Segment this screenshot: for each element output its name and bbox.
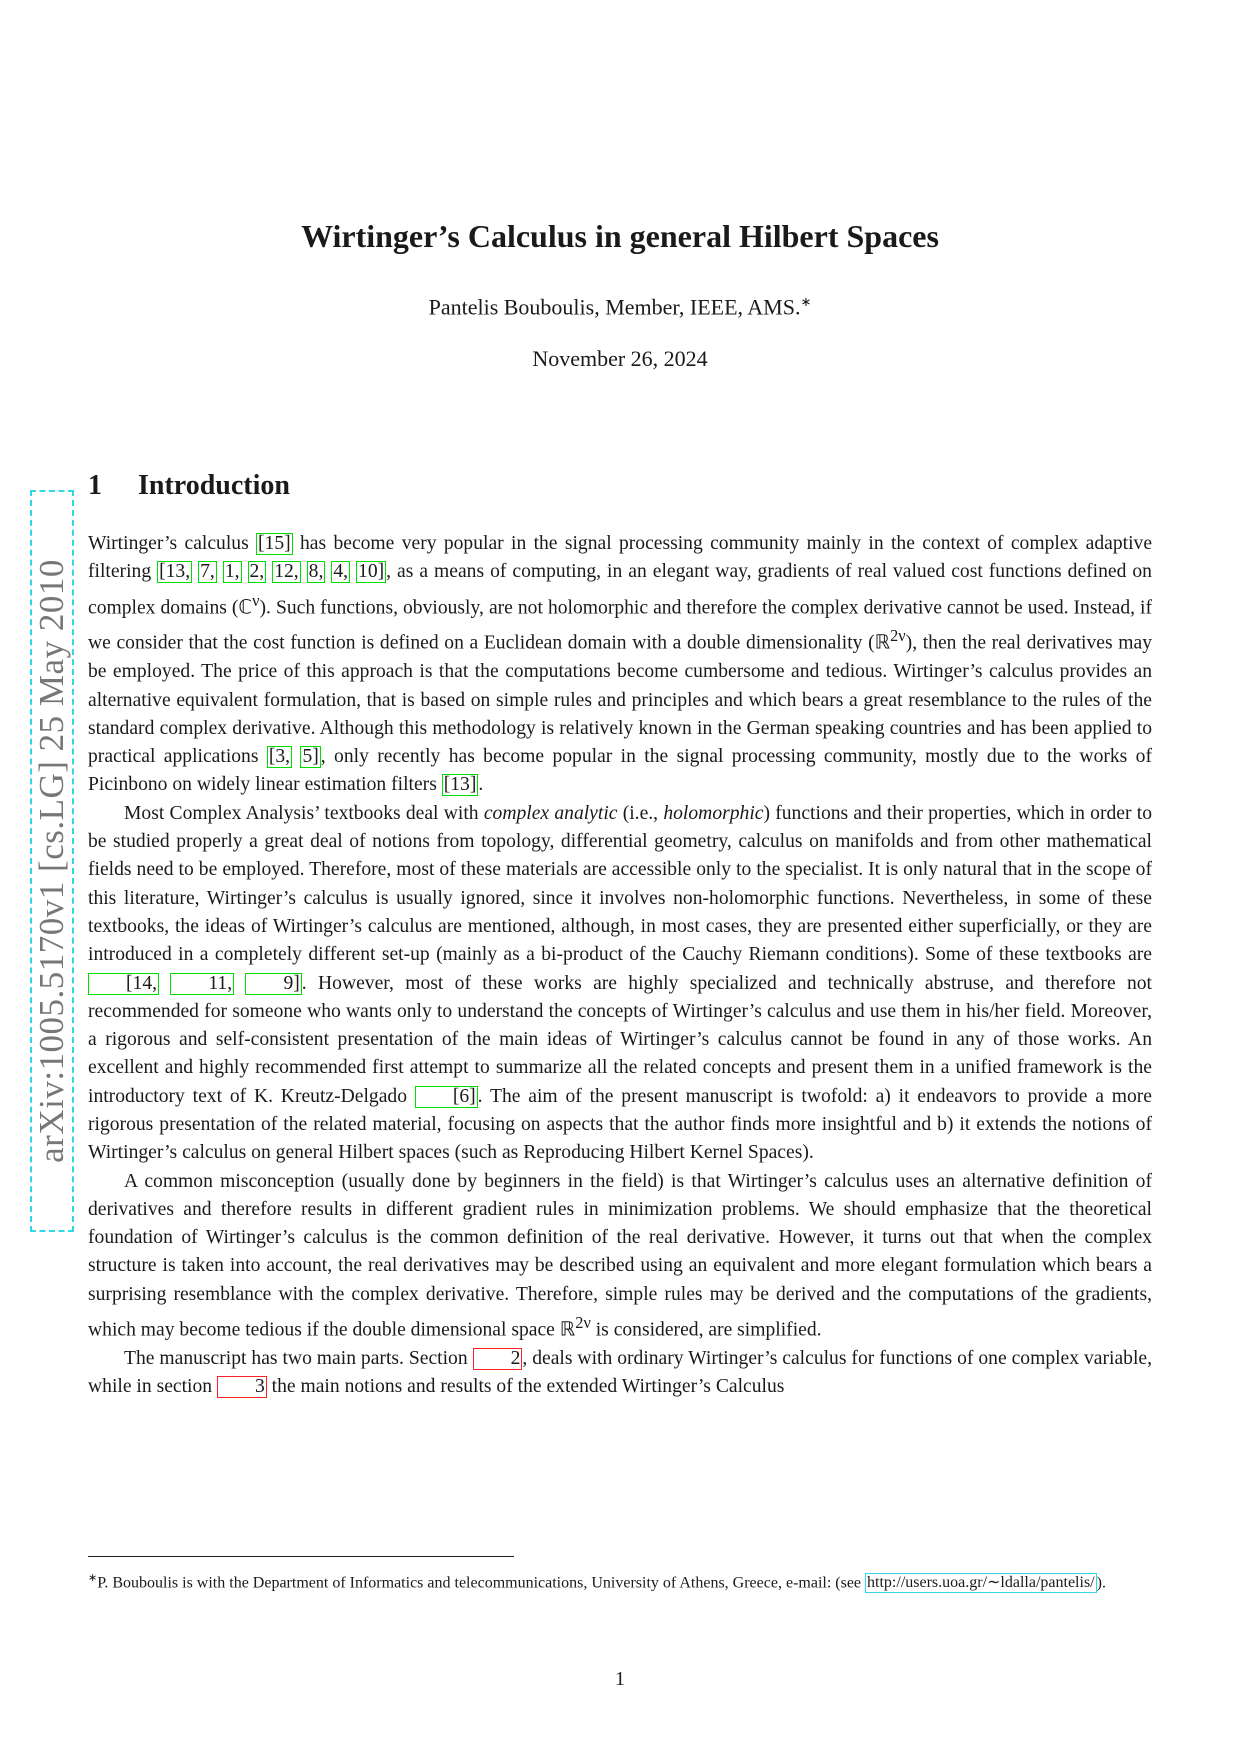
text: ), then the real derivatives may be employed. The price of this approach is that the computations become cumbersome and tedious. Wirtinger’s calculus provides an alternative equivalent formulation, that is based on simple rules and principles and which bears a great resemblance to the rules of the standard complex derivative. Although this methodology is relatively known in the German speaking countries and has been applied to practical applications <box>88 632 1152 768</box>
page-number: 1 <box>615 1668 625 1690</box>
text: , as a means of computing, in an elegant way, gradients of real valued cost functions defined on complex domains (ℂ <box>88 561 1152 619</box>
text: The manuscript has two main parts. Section <box>124 1347 473 1369</box>
citation-link[interactable]: 1, <box>224 561 240 583</box>
arxiv-stamp[interactable]: arXiv:1005.5170v1 [cs.LG] 25 May 2010 <box>30 490 74 1232</box>
author-line <box>0 294 1240 320</box>
text: . <box>478 774 484 796</box>
author-name: Pantelis Bouboulis, Member, IEEE, AMS. <box>428 294 801 320</box>
date: November 26, 2024 <box>532 346 708 371</box>
text: Wirtinger’s calculus <box>88 533 257 554</box>
citation-link[interactable]: 12, <box>274 561 299 583</box>
section-number: 1 <box>88 470 102 501</box>
superscript: 2ν <box>575 1313 591 1333</box>
superscript: 2ν <box>890 626 906 646</box>
author-footnote-mark[interactable]: ∗ <box>800 294 812 309</box>
section-title: Introduction <box>138 470 290 501</box>
text: . The aim of the present manuscript is twofold: a) it endeavors to provide a more rigorous presentation of the related material, focusing on aspects that the author finds more insightful and b) it extends the notions of Wirtinger’s calculus on general Hilbert spaces (such as Reproducing Hilbert Kernel Spaces). <box>88 1085 1152 1164</box>
citation-link[interactable]: [3, <box>268 746 291 768</box>
text: . However, most of these works are highly specialized and technically abstruse, and therefore not recommended for someone who wants only to understand the concepts of Wirtinger’s calculus and use them in his/her field. Moreover, a rigorous and self-consistent presentation of the main ideas of Wirtinger’s calculus cannot be found in any of those works. An excellent and highly recommended first attempt to summarize all the related concepts and present them in a unified framework is the introductory text of K. Kreutz-Delgado <box>88 972 1153 1107</box>
text: is considered, are simplified. <box>590 1319 822 1341</box>
text: the main notions and results of the extended Wirtinger’s Calculus <box>266 1376 785 1398</box>
citation-link[interactable]: [13] <box>443 774 477 796</box>
footnote-rule <box>88 1556 514 1557</box>
text: has become very popular in the signal processing community mainly in the context of complex adaptive filtering <box>88 533 1153 583</box>
citation-link[interactable]: [6] <box>415 1086 478 1108</box>
citation-link[interactable]: [14, <box>88 973 159 995</box>
footnote-mark: ∗ <box>88 1572 98 1584</box>
section-ref-link[interactable]: 2 <box>473 1348 523 1370</box>
citation-link[interactable]: 9] <box>245 973 301 995</box>
paragraph-4 <box>88 1345 1152 1402</box>
section-ref-link[interactable]: 3 <box>217 1376 267 1398</box>
citation-link[interactable]: 7, <box>200 561 215 583</box>
text: ) functions and their properties, which in order to be studied properly a great deal of notions from topology, differential geometry, calculus on manifolds and from other mathematical fields need to be employed. Therefore, most of these materials are accessible only to the specialist. It is only natural that in the scope of this literature, Wirtinger’s calculus is usually ignored, since it involves non-holomorphic functions. Nevertheless, in some of these textbooks, the ideas of Wirtinger’s calculus are mentioned, although, in most cases, they are presented either superficially, or they are introduced in a completely different set-up (mainly as a bi-product of the Cauchy Riemann conditions). Some of these textbooks are <box>88 802 1153 966</box>
emphasis: holomorphic <box>663 802 764 824</box>
footnote <box>88 1566 1152 1595</box>
text: A common misconception (usually done by beginners in the field) is that Wirtinger’s calculus uses an alternative definition of derivatives and therefore results in different gradient rules in minimization problems. We should emphasize that the theoretical foundation of Wirtinger’s calculus is the common definition of the real derivative. However, it turns out that when the complex structure is taken into account, the real derivatives may be described using an equivalent and more elegant formulation which bears a surprising resemblance with the complex derivative. Therefore, simple rules may be derived and the computations of the gradients, which may become tedious if the double dimensional space ℝ <box>88 1170 1152 1341</box>
citation-link[interactable]: [13, <box>159 561 191 583</box>
text: , deals with ordinary Wirtinger’s calculus for functions of one complex variable, while in section <box>88 1347 1152 1398</box>
citation-link[interactable]: [15] <box>258 533 291 554</box>
text: Most Complex Analysis’ textbooks deal with <box>124 802 484 824</box>
footnote-text: P. Bouboulis is with the Department of Informatics and telecommunications, University of Athens, Greece, e-mail: (see <box>97 1574 866 1592</box>
paragraph-1 <box>88 530 1152 800</box>
citation-link[interactable]: 10] <box>358 561 385 583</box>
paragraph-3 <box>88 1168 1152 1345</box>
section-heading <box>88 470 290 502</box>
citation-link[interactable]: 4, <box>333 561 349 583</box>
text: ). Such functions, obviously, are not holomorphic and therefore the complex derivative cannot be used. Instead, if we consider that the cost function is defined on a Euclidean domain with a double dimensionality (ℝ <box>88 597 1153 654</box>
text: (i.e., <box>617 802 664 824</box>
citation-link[interactable]: 5] <box>302 746 319 768</box>
body-text <box>88 530 1152 1402</box>
text: , only recently has become popular in the signal processing community, mostly due to the works of Picinbono on widely linear estimation filters <box>88 746 1152 796</box>
footnote-text: ). <box>1096 1574 1106 1592</box>
citation-link[interactable]: 2, <box>249 561 265 583</box>
paper-title: Wirtinger’s Calculus in general Hilbert Spaces <box>301 218 939 254</box>
emphasis: complex analytic <box>483 802 618 824</box>
url-link[interactable]: http://users.uoa.gr/∼ldalla/pantelis/ <box>867 1574 1095 1592</box>
citation-link[interactable]: 11, <box>170 973 234 995</box>
superscript: ν <box>252 590 260 610</box>
paragraph-2 <box>88 800 1152 1168</box>
citation-link[interactable]: 8, <box>308 561 324 583</box>
